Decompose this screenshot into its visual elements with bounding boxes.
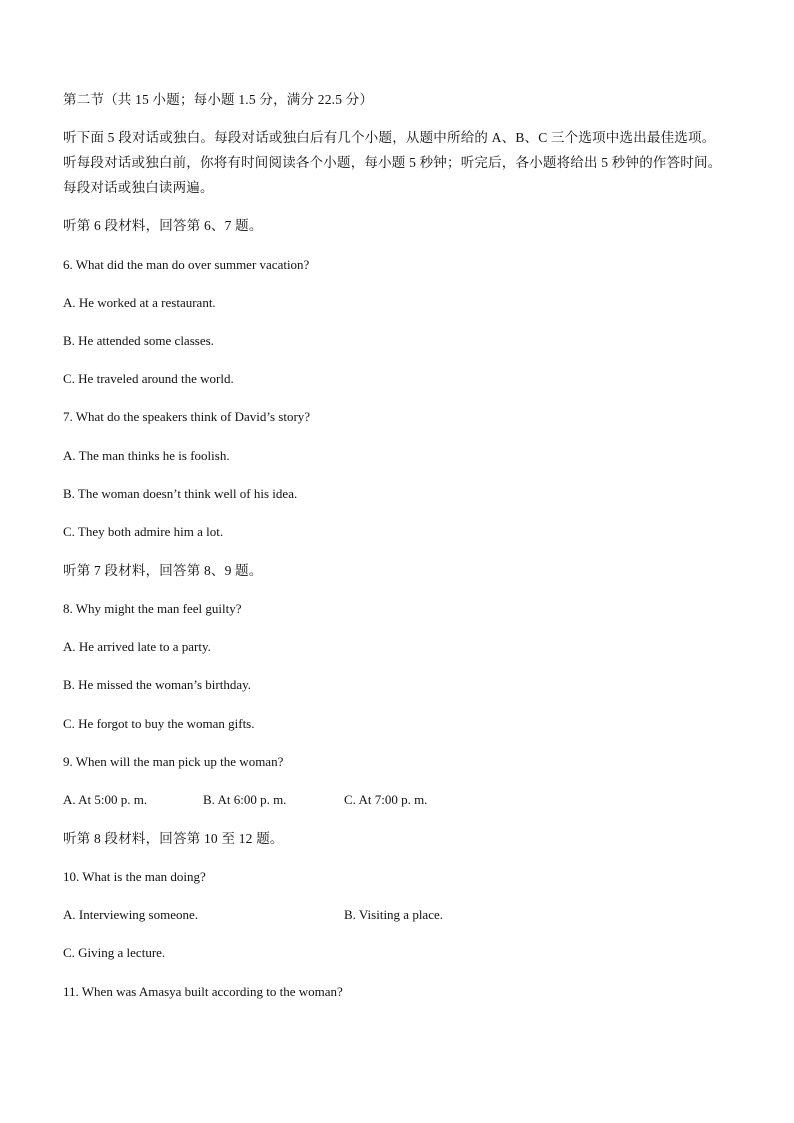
question-10-stem: 10. What is the man doing? [63, 869, 206, 884]
section-header: 第二节（共 15 小题；每小题 1.5 分，满分 22.5 分） [63, 92, 374, 107]
question-9-stem: 9. When will the man pick up the woman? [63, 754, 284, 769]
question-7-stem: 7. What do the speakers think of David’s story? [63, 409, 311, 424]
passage-7-heading: 听第 7 段材料，回答第 8、9 题。 [63, 563, 263, 578]
instructions-line-3: 每段对话或独白读两遍。 [63, 180, 214, 195]
question-8-option-a: A. He arrived late to a party. [63, 639, 211, 654]
passage-6-heading: 听第 6 段材料，回答第 6、7 题。 [63, 218, 263, 233]
question-6-option-b: B. He attended some classes. [63, 333, 214, 348]
passage-8-heading: 听第 8 段材料，回答第 10 至 12 题。 [63, 831, 284, 846]
question-10-option-a: A. Interviewing someone. [63, 907, 199, 922]
question-7-option-c: C. They both admire him a lot. [63, 524, 224, 539]
question-9-option-a: A. At 5:00 p. m. [63, 792, 148, 807]
question-8-stem: 8. Why might the man feel guilty? [63, 601, 242, 616]
question-10-option-b: B. Visiting a place. [344, 907, 443, 922]
question-7-option-b: B. The woman doesn’t think well of his idea. [63, 486, 298, 501]
instructions-line-2: 听每段对话或独白前，你将有时间阅读各个小题，每小题 5 秒钟；听完后，各小题将给出 5 秒钟的作答时间。 [63, 155, 722, 170]
question-6-option-a: A. He worked at a restaurant. [63, 295, 216, 310]
question-6-stem: 6. What did the man do over summer vacation? [63, 257, 310, 272]
question-9-option-c: C. At 7:00 p. m. [344, 792, 428, 807]
instructions-line-1: 听下面 5 段对话或独白。每段对话或独白后有几个小题，从题中所给的 A、B、C 三个选项中选出最佳选项。 [63, 130, 716, 145]
question-9-option-b: B. At 6:00 p. m. [203, 792, 287, 807]
question-10-option-c: C. Giving a lecture. [63, 945, 166, 960]
question-11-stem: 11. When was Amasya built according to the woman? [63, 984, 343, 999]
question-7-option-a: A. The man thinks he is foolish. [63, 448, 230, 463]
question-8-option-b: B. He missed the woman’s birthday. [63, 677, 251, 692]
question-8-option-c: C. He forgot to buy the woman gifts. [63, 716, 255, 731]
question-6-option-c: C. He traveled around the world. [63, 371, 234, 386]
